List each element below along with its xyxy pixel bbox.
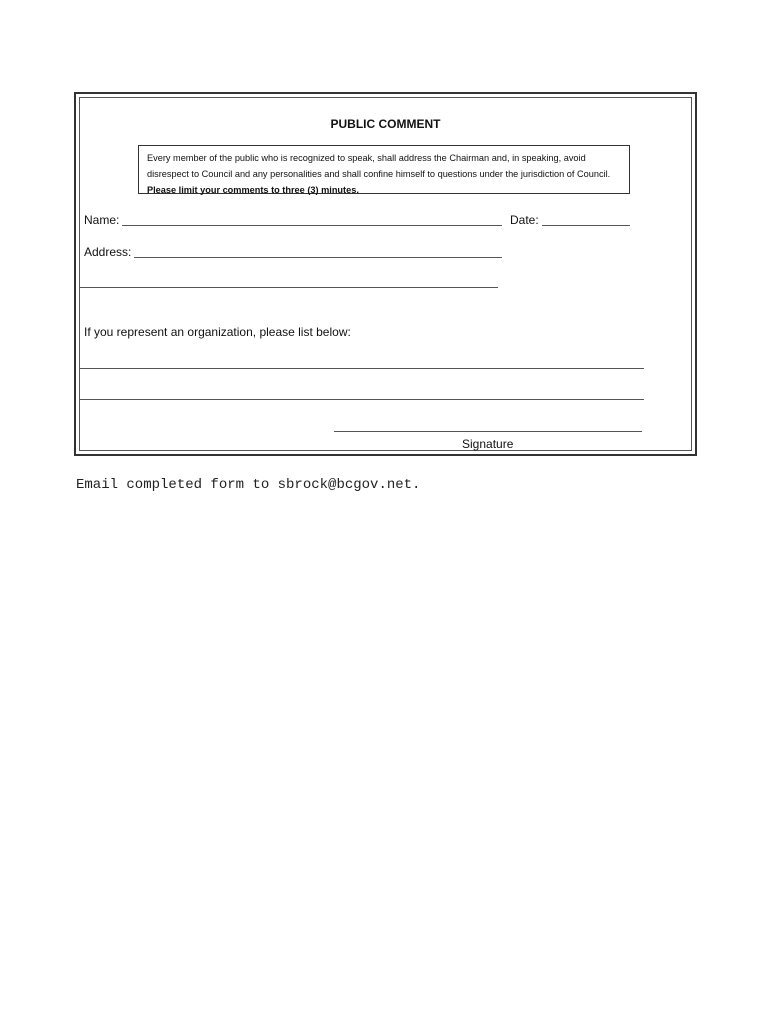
organization-prompt: If you represent an organization, please list below: <box>84 325 351 339</box>
signature-label: Signature <box>462 437 514 451</box>
date-field[interactable] <box>542 225 630 226</box>
email-instructions: Email completed form to sbrock@bcgov.net. <box>76 477 421 493</box>
organization-field-line-1[interactable] <box>80 368 644 369</box>
address-label: Address: <box>84 245 132 259</box>
notice-text: Every member of the public who is recognized to speak, shall address the Chairman and, in speaking, avoid disrespect to Council and any personalities and shall confine himself to questions under the jurisdiction of Council. <box>147 153 611 179</box>
address-field-line-1[interactable] <box>134 257 502 258</box>
name-field[interactable] <box>122 225 502 226</box>
form-title: PUBLIC COMMENT <box>330 117 441 131</box>
name-label: Name: <box>84 213 120 227</box>
address-field-line-2[interactable] <box>80 287 498 288</box>
notice-time-limit: Please limit your comments to three (3) minutes. <box>147 185 359 195</box>
signature-field[interactable] <box>334 431 642 432</box>
organization-field-line-2[interactable] <box>80 399 644 400</box>
speaking-rules-notice <box>138 145 630 194</box>
date-label: Date: <box>510 213 539 227</box>
public-comment-form <box>74 92 697 456</box>
